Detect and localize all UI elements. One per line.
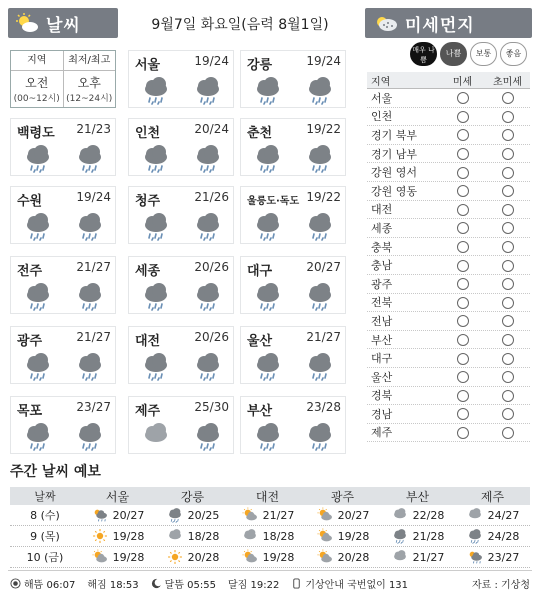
city-card	[10, 396, 116, 454]
weekly-temp: 20/25	[187, 508, 220, 522]
legend-region: 지역	[11, 51, 64, 70]
pm25-level-circle	[502, 334, 514, 346]
dust-row	[367, 331, 530, 350]
rain-icon	[466, 528, 484, 544]
weekly-temp: 18/28	[187, 529, 220, 543]
pm10-level-circle	[457, 92, 469, 104]
cloud-icon	[466, 507, 484, 523]
dust-table	[367, 72, 530, 442]
weather-header-bar	[8, 8, 118, 38]
rain-icon	[141, 351, 171, 381]
pm25-level-circle	[502, 260, 514, 272]
weekly-cell	[305, 549, 380, 565]
weekly-temp: 21/27	[412, 550, 445, 564]
city-name: 춘천	[247, 126, 273, 141]
city-temp: 19/24	[306, 54, 341, 68]
dust-region: 전남	[371, 314, 393, 328]
city-name: 목포	[17, 404, 43, 419]
pm10-level-circle	[457, 148, 469, 160]
city-card	[128, 256, 234, 314]
dust-col-pm25: 초미세	[493, 76, 522, 88]
dust-title: 미세먼지	[405, 15, 475, 36]
city-card	[240, 186, 346, 244]
rain-icon	[166, 507, 184, 523]
weekly-city-header: 광주	[330, 489, 355, 504]
dust-level-buttons	[410, 42, 527, 66]
rain-icon	[193, 351, 223, 381]
pm25-level-circle	[502, 185, 514, 197]
suncloud-icon	[241, 507, 259, 523]
dust-row	[367, 387, 530, 406]
pm25-level-circle	[502, 297, 514, 309]
dust-col-pm10: 미세	[452, 76, 473, 88]
dust-row	[367, 108, 530, 127]
weekly-cell	[230, 528, 305, 544]
city-temp: 20/24	[194, 122, 229, 136]
weekly-temp: 19/28	[112, 529, 145, 543]
weekly-cell	[80, 549, 155, 565]
dust-row	[367, 145, 530, 164]
city-temp: 25/30	[194, 400, 229, 414]
rain-icon	[23, 351, 53, 381]
city-name: 광주	[17, 334, 43, 349]
weekly-date-header: 날짜	[34, 490, 56, 503]
city-temp: 21/27	[76, 330, 111, 344]
weekly-cell	[455, 549, 530, 565]
city-name: 청주	[135, 194, 161, 209]
dust-region: 경남	[371, 407, 393, 421]
city-name: 울릉도·독도	[247, 196, 300, 207]
rain-icon	[75, 281, 105, 311]
footer-divider	[8, 570, 532, 571]
dust-row	[367, 238, 530, 257]
weekly-cell	[305, 528, 380, 544]
dust-row	[367, 294, 530, 313]
weekly-table	[10, 487, 530, 568]
pm25-level-circle	[502, 315, 514, 327]
rain-icon	[141, 75, 171, 105]
weekly-date: 10 (금)	[26, 551, 64, 564]
weekly-row	[10, 526, 530, 547]
dust-region: 인천	[371, 110, 393, 124]
pm10-level-circle	[457, 222, 469, 234]
city-name: 부산	[247, 404, 273, 419]
rain-icon	[193, 421, 223, 451]
rain-icon	[193, 281, 223, 311]
weekly-cell	[230, 549, 305, 565]
level-bad-button[interactable]: 나쁨	[440, 42, 467, 66]
city-temp: 23/27	[76, 400, 111, 414]
pm10-level-circle	[457, 371, 469, 383]
pm25-level-circle	[502, 408, 514, 420]
city-temp: 19/24	[194, 54, 229, 68]
rain-icon	[23, 211, 53, 241]
rain-icon	[193, 211, 223, 241]
rain-icon	[305, 211, 335, 241]
city-name: 대전	[135, 334, 161, 349]
sun-icon	[166, 549, 184, 565]
pm25-level-circle	[502, 241, 514, 253]
moonrise-text: 달뜸 05:55	[164, 579, 216, 591]
dust-row	[367, 182, 530, 201]
dust-row	[367, 368, 530, 387]
dust-row	[367, 424, 530, 443]
rain-icon	[23, 143, 53, 173]
city-name: 수원	[17, 194, 43, 209]
dust-region: 충북	[371, 240, 393, 254]
legend-pm-range: (12~24시)	[66, 94, 113, 104]
pm25-level-circle	[502, 167, 514, 179]
pm10-level-circle	[457, 297, 469, 309]
suncloud-icon	[241, 549, 259, 565]
city-temp: 20/26	[194, 330, 229, 344]
weekly-temp: 19/28	[112, 550, 145, 564]
suncloud-icon	[91, 549, 109, 565]
pm10-level-circle	[457, 278, 469, 290]
moon-icon	[151, 578, 162, 589]
level-good-button[interactable]: 좋음	[500, 42, 527, 66]
weekly-temp: 20/27	[337, 508, 370, 522]
source-text: 자료 : 기상청	[471, 579, 530, 591]
dust-row	[367, 256, 530, 275]
dust-row	[367, 349, 530, 368]
rain-icon	[75, 211, 105, 241]
city-name: 울산	[247, 334, 273, 349]
rain-icon	[141, 143, 171, 173]
sunset-text: 해짐 18:53	[87, 579, 139, 591]
dust-region: 광주	[371, 277, 393, 291]
phone-icon	[291, 578, 302, 589]
dust-region: 대전	[371, 203, 393, 217]
dust-row	[367, 201, 530, 220]
weekly-date: 9 (목)	[30, 530, 60, 543]
pm10-level-circle	[457, 390, 469, 402]
dust-row	[367, 163, 530, 182]
rain-icon	[253, 281, 283, 311]
pm10-level-circle	[457, 167, 469, 179]
weekly-row	[10, 505, 530, 526]
legend-box	[10, 50, 116, 108]
weather-title: 날씨	[46, 15, 81, 36]
rain-icon	[305, 421, 335, 451]
weekly-cell	[455, 528, 530, 544]
city-card	[10, 186, 116, 244]
dust-region: 서울	[371, 91, 393, 105]
city-card	[10, 326, 116, 384]
suncloud-icon	[316, 528, 334, 544]
rain-icon	[305, 75, 335, 105]
weekly-temp: 24/27	[487, 508, 520, 522]
rain-icon	[75, 143, 105, 173]
weekly-cell	[455, 507, 530, 523]
legend-am-range: (00~12시)	[13, 94, 60, 104]
dust-row	[367, 275, 530, 294]
weekly-temp: 24/28	[487, 529, 520, 543]
city-card	[128, 186, 234, 244]
rain-icon	[253, 143, 283, 173]
city-temp: 19/22	[306, 190, 341, 204]
dust-region: 경기 북부	[371, 128, 418, 142]
city-name: 세종	[135, 264, 161, 279]
rain-icon	[75, 351, 105, 381]
cloud-icon	[166, 528, 184, 544]
rain-icon	[141, 281, 171, 311]
weekly-city-header: 서울	[105, 489, 130, 504]
rain-icon	[141, 211, 171, 241]
sun-icon	[91, 528, 109, 544]
weekly-city-header: 강릉	[180, 489, 205, 504]
weekly-temp: 22/28	[412, 508, 445, 522]
level-very-bad-button[interactable]: 매우 나쁨	[410, 42, 437, 66]
dust-region: 강원 영동	[371, 184, 418, 198]
city-temp: 21/27	[306, 330, 341, 344]
pm10-level-circle	[457, 204, 469, 216]
pm25-level-circle	[502, 353, 514, 365]
dust-region: 전북	[371, 296, 393, 310]
dust-region: 세종	[371, 221, 393, 235]
city-card	[240, 118, 346, 176]
weekly-temp: 20/27	[112, 508, 145, 522]
weekly-temp: 20/28	[337, 550, 370, 564]
city-name: 서울	[135, 58, 161, 73]
pm25-level-circle	[502, 204, 514, 216]
moonset-text: 달짐 19:22	[227, 579, 280, 591]
dust-region: 울산	[371, 370, 393, 384]
dust-region: 충남	[371, 259, 393, 273]
rain-icon	[23, 281, 53, 311]
rain-icon	[75, 421, 105, 451]
sun-cloud-icon	[14, 13, 40, 33]
dust-region: 경북	[371, 389, 393, 403]
city-temp: 20/26	[194, 260, 229, 274]
pm10-level-circle	[457, 185, 469, 197]
city-card	[128, 396, 234, 454]
weekly-header-row	[10, 487, 530, 505]
dust-region: 제주	[371, 426, 393, 440]
weekly-temp: 23/27	[487, 550, 520, 564]
weekly-cell	[380, 549, 455, 565]
weekly-cell	[80, 507, 155, 523]
pm10-level-circle	[457, 129, 469, 141]
weekly-city-header: 대전	[255, 489, 280, 504]
city-card	[240, 326, 346, 384]
dust-region: 강원 영서	[371, 166, 418, 180]
suncloud-rain-icon	[466, 549, 484, 565]
city-name: 전주	[17, 264, 43, 279]
pm25-level-circle	[502, 129, 514, 141]
city-temp: 19/24	[76, 190, 111, 204]
dust-row	[367, 312, 530, 331]
pm10-level-circle	[457, 111, 469, 123]
city-temp: 21/26	[194, 190, 229, 204]
rain-icon	[23, 421, 53, 451]
city-card	[240, 256, 346, 314]
cloud-icon	[241, 528, 259, 544]
dust-region: 경기 남부	[371, 147, 418, 161]
pm25-level-circle	[502, 427, 514, 439]
weekly-date: 8 (수)	[30, 509, 60, 522]
city-temp: 20/27	[306, 260, 341, 274]
rain-icon	[391, 528, 409, 544]
legend-pm: 오후	[77, 76, 101, 90]
rain-icon	[253, 75, 283, 105]
pm10-level-circle	[457, 408, 469, 420]
suncloud-rain-icon	[91, 507, 109, 523]
dust-row	[367, 405, 530, 424]
weekly-city-header: 제주	[480, 489, 505, 504]
rain-icon	[253, 421, 283, 451]
weekly-cell	[155, 507, 230, 523]
sunrise-text: 해뜸 06:07	[24, 579, 76, 591]
pm25-level-circle	[502, 111, 514, 123]
pm10-level-circle	[457, 241, 469, 253]
city-card	[128, 326, 234, 384]
rain-icon	[193, 75, 223, 105]
rain-icon	[253, 351, 283, 381]
info-text: 기상안내 국번없이 131	[305, 579, 409, 591]
city-name: 백령도	[17, 126, 55, 141]
weekly-cell	[155, 549, 230, 565]
weekly-cell	[155, 528, 230, 544]
pm10-level-circle	[457, 260, 469, 272]
pm10-level-circle	[457, 427, 469, 439]
pm10-level-circle	[457, 353, 469, 365]
cloud-icon	[391, 507, 409, 523]
dust-region: 대구	[371, 352, 393, 366]
city-card	[10, 118, 116, 176]
level-normal-button[interactable]: 보통	[470, 42, 497, 66]
weekly-cell	[305, 507, 380, 523]
cloud-icon	[391, 549, 409, 565]
city-card	[240, 50, 346, 108]
rain-icon	[193, 143, 223, 173]
dust-cloud-icon	[373, 13, 399, 33]
city-name: 강릉	[247, 58, 273, 73]
suncloud-icon	[316, 507, 334, 523]
weekly-temp: 18/28	[262, 529, 295, 543]
pm10-level-circle	[457, 315, 469, 327]
pm25-level-circle	[502, 92, 514, 104]
pm25-level-circle	[502, 390, 514, 402]
dust-row	[367, 219, 530, 238]
weekly-city-header: 부산	[405, 489, 430, 504]
date-line: 9월7일 화요일(음력 8월1일)	[151, 17, 329, 33]
pm10-level-circle	[457, 334, 469, 346]
sunrise-icon	[10, 578, 21, 589]
rain-icon	[305, 351, 335, 381]
dust-region: 부산	[371, 333, 393, 347]
city-name: 인천	[135, 126, 161, 141]
dust-row	[367, 126, 530, 145]
dust-row	[367, 89, 530, 108]
pm25-level-circle	[502, 222, 514, 234]
city-temp: 23/28	[306, 400, 341, 414]
legend-am: 오전	[25, 76, 49, 90]
city-card	[128, 118, 234, 176]
weekly-cell	[80, 528, 155, 544]
weekly-temp: 21/28	[412, 529, 445, 543]
weekly-temp: 21/27	[262, 508, 295, 522]
weekly-temp: 19/28	[262, 550, 295, 564]
pm25-level-circle	[502, 148, 514, 160]
city-temp: 19/22	[306, 122, 341, 136]
city-temp: 21/23	[76, 122, 111, 136]
weekly-cell	[230, 507, 305, 523]
city-name: 대구	[247, 264, 273, 279]
rain-icon	[305, 143, 335, 173]
rain-icon	[305, 281, 335, 311]
weekly-temp: 19/28	[337, 529, 370, 543]
weekly-temp: 20/28	[187, 550, 220, 564]
city-card	[10, 256, 116, 314]
dust-header-bar	[365, 8, 532, 38]
legend-minmax: 최저/최고	[68, 55, 111, 66]
city-temp: 21/27	[76, 260, 111, 274]
city-card	[128, 50, 234, 108]
weekly-cell	[380, 528, 455, 544]
weekly-cell	[380, 507, 455, 523]
suncloud-icon	[316, 549, 334, 565]
weekly-title: 주간 날씨 예보	[10, 464, 101, 480]
dust-table-header	[367, 72, 530, 89]
cloud-icon	[141, 421, 171, 451]
pm25-level-circle	[502, 278, 514, 290]
city-card	[240, 396, 346, 454]
pm25-level-circle	[502, 371, 514, 383]
city-name: 제주	[135, 404, 161, 419]
dust-col-region: 지역	[371, 76, 391, 88]
weekly-row	[10, 547, 530, 568]
footer	[10, 574, 530, 592]
rain-icon	[253, 211, 283, 241]
